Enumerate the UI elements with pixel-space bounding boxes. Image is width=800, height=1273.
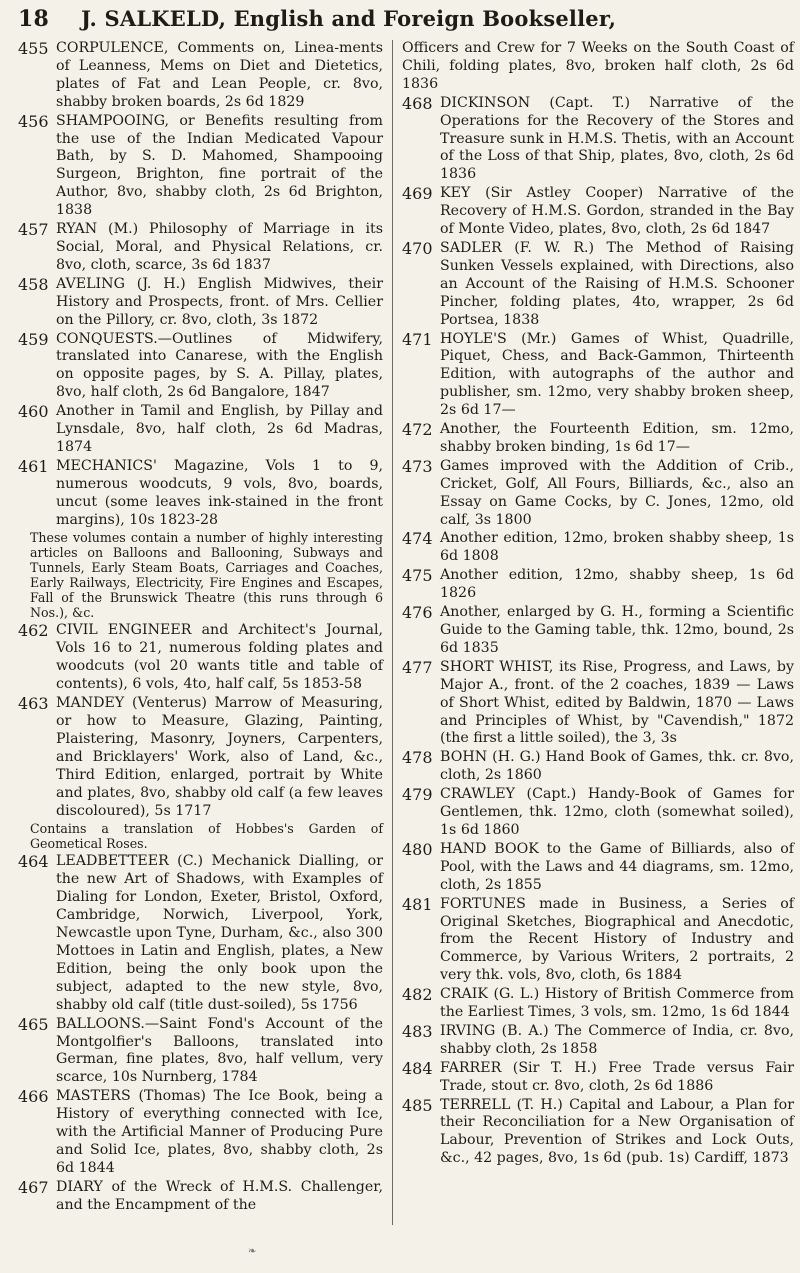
catalogue-entry [402, 1097, 794, 1169]
entry-text: FORTUNES made in Business, a Series of Original Sketches, Biographical and Anecdotic, from the Recent History of Industry and Commerce, by Various Writers, 2 portraits, 2 very thk. vols, 8vo, cloth, 6s 1884 [440, 895, 794, 984]
lot-number: 482 [402, 985, 433, 1005]
entry-text: DIARY of the Wreck of H.M.S. Challenger, and the Encampment of the [56, 1178, 383, 1213]
lot-number: 460 [18, 402, 49, 422]
catalogue-note: These volumes contain a number of highly interesting articles on Balloons and Ballooning, Subways and Tunnels, Early Steam Boats, Carriages and Coaches, Early Railways, Electricity, Fire Engines and Escapes, Fall of the Brunswick Theatre (this runs through 6 Nos.), &c. [30, 530, 383, 621]
catalogue-entry [18, 221, 383, 275]
catalogue-entry [18, 458, 383, 530]
catalogue-entry [402, 896, 794, 986]
entry-text: BALLOONS.—Saint Fond's Account of the Montgolfier's Balloons, translated into German, fine plates, 8vo, half vellum, very scarce, 10s Nurnberg, 1784 [56, 1015, 383, 1086]
entry-text: DICKINSON (Capt. T.) Narrative of the Operations for the Recovery of the Stores and Treasure sunk in H.M.S. Thetis, with an Account of the Loss of that Ship, plates, 8vo, cloth, 2s 6d 1836 [440, 94, 794, 183]
entry-text: Another, enlarged by G. H., forming a Scientific Guide to the Gaming table, thk. 12mo, bound, 2s 6d 1835 [440, 604, 794, 656]
lot-number: 472 [402, 420, 433, 440]
entry-text: HOYLE'S (Mr.) Games of Whist, Quadrille, Piquet, Chess, and Back-Gammon, Thirteenth Edition, with autographs of the author and publisher, sm. 12mo, very shabby broken sheep, 2s 6d 17— [440, 330, 794, 419]
catalogue-entry-continued: Officers and Crew for 7 Weeks on the South Coast of Chili, folding plates, 8vo, broken half cloth, 2s 6d 1836 [402, 40, 794, 92]
lot-number: 483 [402, 1021, 433, 1041]
catalogue-entry [402, 659, 794, 749]
lot-number: 470 [402, 238, 433, 258]
lot-number: 478 [402, 748, 433, 768]
entry-text: Games improved with the Addition of Crib., Cricket, Golf, All Fours, Billiards, &c., also an Essay on Game Cocks, by C. Jones, 12mo, old calf, 3s 1800 [440, 457, 794, 528]
catalogue-entry [18, 695, 383, 820]
entry-text: HAND BOOK to the Game of Billiards, also of Pool, with the Laws and 44 diagrams, sm. 12mo, cloth, 2s 1855 [440, 840, 794, 893]
lot-number: 484 [402, 1058, 433, 1078]
lot-number: 467 [18, 1177, 49, 1197]
catalogue-entry [402, 1023, 794, 1059]
lot-number: 479 [402, 785, 433, 805]
lot-number: 469 [402, 184, 433, 204]
lot-number: 457 [18, 220, 49, 240]
lot-number: 466 [18, 1087, 49, 1107]
catalogue-entry [402, 331, 794, 421]
catalogue-entry [18, 1016, 383, 1088]
lot-number: 462 [18, 621, 49, 641]
catalogue-entry [402, 604, 794, 658]
entry-text: BOHN (H. G.) Hand Book of Games, thk. cr. 8vo, cloth, 2s 1860 [440, 749, 794, 784]
catalogue-entry [18, 40, 383, 112]
entry-text: Another, the Fourteenth Edition, sm. 12mo, shabby broken binding, 1s 6d 17— [440, 421, 794, 455]
catalogue-entry [18, 1088, 383, 1178]
entry-text: MECHANICS' Magazine, Vols 1 to 9, numerous woodcuts, 9 vols, 8vo, boards, uncut (some leaves ink-stained in the front margins), 10s 1823-28 [56, 457, 383, 528]
catalogue-entry [402, 786, 794, 840]
entry-text: CRAWLEY (Capt.) Handy-Book of Games for Gentlemen, thk. 12mo, cloth (somewhat soiled), 1s 6d 1860 [440, 786, 794, 838]
entry-text: FARRER (Sir T. H.) Free Trade versus Fair Trade, stout cr. 8vo, cloth, 2s 6d 1886 [440, 1059, 794, 1094]
entry-text: Another edition, 12mo, shabby sheep, 1s 6d 1826 [440, 567, 794, 602]
ink-mark: ❧ [248, 1246, 257, 1257]
catalogue-entry [402, 986, 794, 1022]
entry-text: SADLER (F. W. R.) The Method of Raising Sunken Vessels explained, with Directions, also an Account of the Raising of H.M.S. Schooner Pincher, folding plates, 4to, wrapper, 2s 6d Portsea, 1838 [440, 239, 794, 328]
catalogue-entry [18, 1179, 383, 1215]
catalogue-note: Contains a translation of Hobbes's Garden of Geometical Roses. [30, 821, 383, 852]
lot-number: 481 [402, 894, 433, 914]
catalogue-entry [402, 421, 794, 457]
lot-number: 468 [402, 93, 433, 113]
lot-number: 463 [18, 694, 49, 714]
lot-number: 485 [402, 1095, 433, 1115]
entry-text: CIVIL ENGINEER and Architect's Journal, Vols 16 to 21, numerous folding plates and woodcuts (vol 20 wants title and table of contents), 6 vols, 4to, half calf, 5s 1853-58 [56, 622, 383, 693]
entry-text: SHORT WHIST, its Rise, Progress, and Laws, by Major A., front. of the 2 coaches, 1839 — Laws of Short Whist, edited by Baldwin, 1870 — Laws and Principles of Whist, by "Cavendish," 1872 (the first a little soiled), the 3, 3s [440, 658, 794, 747]
catalogue-entry [18, 113, 383, 220]
entry-text: LEADBETTEER (C.) Mechanick Dialling, or the new Art of Shadows, with Examples of Dialing for London, Exeter, Bristol, Oxford, Cambridge, Norwich, Liverpool, York, Newcastle upon Tyne, Durham, &c., also 300 Mottoes in Latin and English, plates, a New Edition, being the only book upon the subject, adapted to the new style, 8vo, shabby old calf (title dust-soiled), 5s 1756 [56, 853, 383, 1013]
catalogue-entry [402, 749, 794, 785]
lot-number: 476 [402, 603, 433, 623]
lot-number: 461 [18, 456, 49, 476]
entry-text: CONQUESTS.—Outlines of Midwifery, translated into Canarese, with the English on opposite pages, by S. A. Pillay, plates, 8vo, half cloth, 2s 6d Bangalore, 1847 [56, 330, 383, 401]
entry-text: IRVING (B. A.) The Commerce of India, cr. 8vo, shabby cloth, 2s 1858 [440, 1022, 794, 1057]
lot-number: 465 [18, 1014, 49, 1034]
catalogue-entry [402, 841, 794, 895]
entry-text: CRAIK (G. L.) History of British Commerce from the Earliest Times, 3 vols, sm. 12mo, 1s 6d 1844 [440, 986, 794, 1021]
catalogue-entry [18, 331, 383, 403]
entry-text: AVELING (J. H.) English Midwives, their History and Prospects, front. of Mrs. Cellier on the Pillory, cr. 8vo, cloth, 3s 1872 [56, 275, 383, 328]
lot-number: 456 [18, 111, 49, 131]
lot-number: 471 [402, 329, 433, 349]
catalogue-entry [18, 622, 383, 694]
left-column [18, 40, 383, 1216]
entry-text: KEY (Sir Astley Cooper) Narrative of the Recovery of H.M.S. Gordon, stranded in the Bay of Monte Video, plates, 8vo, cloth, 2s 6d 1847 [440, 185, 794, 238]
entry-text: RYAN (M.) Philosophy of Marriage in its Social, Moral, and Physical Relations, cr. 8vo, cloth, scarce, 3s 6d 1837 [56, 221, 383, 273]
entry-text: MASTERS (Thomas) The Ice Book, being a History of everything connected with Ice, with the Artificial Manner of Producing Pure and Solid Ice, plates, 8vo, shabby cloth, 2s 6d 1844 [56, 1088, 383, 1176]
catalogue-title: J. SALKELD, English and Foreign Bookseller, [80, 6, 617, 31]
entry-text: SHAMPOOING, or Benefits resulting from the use of the Indian Medicated Vapour Bath, by S. D. Mahomed, Shampooing Surgeon, Brighton, fine portrait of the Author, 8vo, shabby cloth, 2s 6d Brighton, 1838 [56, 112, 383, 219]
catalogue-entry [402, 240, 794, 330]
column-divider [392, 40, 393, 1225]
catalogue-entry [402, 530, 794, 566]
catalogue-entry [18, 403, 383, 457]
catalogue-entry [402, 185, 794, 239]
page-number: 18 [18, 6, 50, 32]
entry-text: Another edition, 12mo, broken shabby sheep, 1s 6d 1808 [440, 530, 794, 565]
lot-number: 474 [402, 529, 433, 549]
entry-text: Another in Tamil and English, by Pillay and Lynsdale, 8vo, half cloth, 2s 6d Madras, 1874 [56, 403, 383, 455]
lot-number: 458 [18, 274, 49, 294]
lot-number: 459 [18, 329, 49, 349]
page-header [18, 6, 798, 34]
entry-text: CORPULENCE, Comments on, Linea-ments of Leanness, Mems on Diet and Dietetics, plates of Fat and Lean People, cr. 8vo, shabby broken boards, 2s 6d 1829 [56, 40, 383, 110]
catalogue-entry [402, 1060, 794, 1096]
lot-number: 464 [18, 852, 49, 872]
catalogue-entry [402, 567, 794, 603]
lot-number: 477 [402, 657, 433, 677]
lot-number: 475 [402, 566, 433, 586]
catalogue-entry [402, 95, 794, 185]
entry-text: MANDEY (Venterus) Marrow of Measuring, or how to Measure, Glazing, Painting, Plaistering, Masonry, Joyners, Carpenters, and Bricklayers' Work, also of Land, &c., Third Edition, enlarged, portrait by White and plates, 8vo, shabby old calf (a few leaves discoloured), 5s 1717 [56, 695, 383, 819]
lot-number: 473 [402, 456, 433, 476]
lot-number: 480 [402, 839, 433, 859]
catalogue-entry [18, 853, 383, 1014]
catalogue-entry [18, 276, 383, 330]
entry-text: TERRELL (T. H.) Capital and Labour, a Plan for their Reconciliation for a New Organisation of Labour, Prevention of Strikes and Lock Outs, &c., 42 pages, 8vo, 1s 6d (pub. 1s) Cardiff, 1873 [440, 1096, 794, 1167]
lot-number: 455 [18, 39, 49, 58]
right-column [402, 40, 794, 1169]
catalogue-entry [402, 458, 794, 530]
